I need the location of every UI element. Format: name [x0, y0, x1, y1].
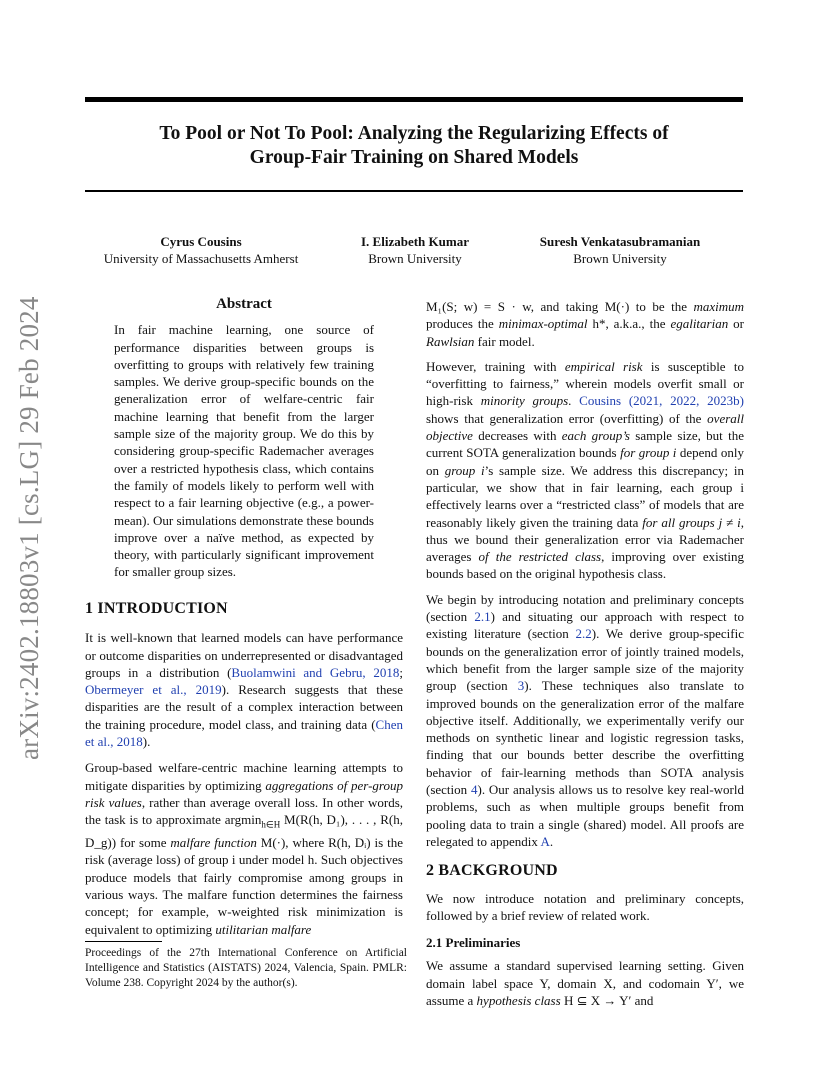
intro-heading: 1 INTRODUCTION	[85, 600, 228, 617]
intro-paragraph-2: Group-based welfare-centric machine learning attempts to mitigate disparities by optimizing aggregations of per-group risk values, rather than average overall loss. In other words, the task is to approximate argmin$_{h\in H}$ M(R(h, D₁), . . . , R(h, D_g)) for some malfare function M(·), where R(h, Dᵢ) is the risk (average loss) of group i under model h. Such objectives produce models that fairly compromise among groups in various ways. The malfare function determines the fairness concept; for example, w-weighted risk minimization is equivalent to optimizing utilitarian malfare	[85, 760, 403, 937]
abstract-text: In fair machine learning, one source of performance disparities between groups is overfitting to groups with relatively few training samples. We derive group-specific bounds on the generalization error of welfare-centric fair machine learning that benefit from the larger sample size of the majority group. We do this by considering group-specific Rademacher averages over a restricted hypothesis class, which contains the family of models likely to perform well with respect to a fair learning objective (e.g., a power-mean). Our simulations demonstrate these bounds improve over a naïve method, as expected by theory, with particularly significant improvement for smaller group sizes.	[114, 322, 374, 580]
citation-link[interactable]: Buolamwini and Gebru, 2018	[231, 664, 400, 680]
left-column	[85, 296, 403, 581]
right-column	[426, 298, 744, 1009]
section-ref-link[interactable]: 2.2	[575, 626, 592, 642]
intro-paragraph-1: It is well-known that learned models can have performance or outcome disparities on underrepresented or disadvantaged groups in a distribution (Buolamwini and Gebru, 2018; Obermeyer et al., 2019). Research suggests that these disparities are the result of a complex interaction between the training procedure, model class, and training data (Chen et al., 2018).	[85, 630, 403, 750]
preliminaries-text: We assume a standard supervised learning setting. Given domain label space Y, domain X, and codomain Y′, we assume a hypothesis class H ⊆ X → Y′ and	[426, 958, 744, 1008]
footnote: Proceedings of the 27th International Conference on Artificial Intelligence and Statistics (AISTATS) 2024, Valencia, Spain. PMLR: Volume 238. Copyright 2024 by the author(s).	[85, 947, 407, 989]
intro-section	[85, 600, 403, 938]
section-ref-link[interactable]: 2.1	[474, 609, 491, 625]
right-paragraph-0: M₁(S; w) = S · w, and taking M(·) to be the maximum produces the minimax-optimal h*, a.k.a., the egalitarian or Rawlsian fair model.	[426, 299, 744, 349]
preliminaries-heading: 2.1 Preliminaries	[426, 935, 521, 951]
background-heading: 2 BACKGROUND	[426, 862, 558, 880]
citation-link[interactable]: Chen et al., 2018	[85, 716, 403, 750]
abstract-heading: Abstract	[216, 296, 272, 312]
citation-link[interactable]: Obermeyer et al., 2019	[85, 682, 222, 698]
right-paragraph-1: However, training with empirical risk is susceptible to “overfitting to fairness,” wherein models overfit small or high-risk minority groups. Cousins (2021, 2022, 2023b) shows that generalization error (overfitting) of the overall objective decreases with each group’s sample size, but the current SOTA generalization bounds for group i depend only on group i’s sample size. We address this discrepancy; in particular, we show that in fair learning, each group i effectively learns over a “restricted class” of models that are reasonably likely given the training data for all groups j ≠ i, thus we bound their generalization error via Rademacher averages of the restricted class, improving over existing bounds based on the original hypothesis class.	[426, 358, 745, 582]
background-text: We now introduce notation and preliminary concepts, followed by a brief review of related work.	[426, 890, 744, 923]
arxiv-stamp: arXiv:2402.18803v1 [cs.LG] 29 Feb 2024	[14, 296, 44, 760]
author-3: Suresh Venkatasubramanian Brown University	[539, 234, 701, 266]
citation-link[interactable]: Cousins (2021, 2022, 2023b)	[579, 393, 744, 409]
author-2: I. Elizabeth Kumar Brown University	[361, 234, 469, 266]
title-rule	[85, 190, 743, 192]
section-ref-link[interactable]: 3	[517, 678, 525, 694]
right-paragraph-2: We begin by introducing notation and preliminary concepts (section 2.1) and situating our approach with respect to existing literature (section 2.2). We derive group-specific bounds on the generalization error of jointly trained models, which benefit from the larger sample size of the majority group (section 3). These techniques also translate to improved bounds on the generalization error of the malfare objective itself. Additionally, we experimentally verify our methods on synthetic linear and logistic regression tasks, finding that our bounds better describe the overfitting behavior of fair-learning methods than SOTA analysis (section 4). Our analysis allows us to resolve key real-world problems, such as when multiple groups benefit from pooling data to train a single (shared) model. All proofs are relegated to appendix A.	[426, 591, 745, 849]
paper-title: To Pool or Not To Pool: Analyzing the Regularizing Effects of Group-Fair Training on Shared Models	[159, 123, 669, 168]
appendix-ref-link[interactable]: A	[540, 833, 550, 849]
section-ref-link[interactable]: 4	[471, 782, 478, 798]
footnote-rule	[85, 941, 162, 942]
top-rule	[85, 97, 743, 102]
author-1: Cyrus Cousins University of Massachusetts Amherst	[103, 234, 299, 266]
